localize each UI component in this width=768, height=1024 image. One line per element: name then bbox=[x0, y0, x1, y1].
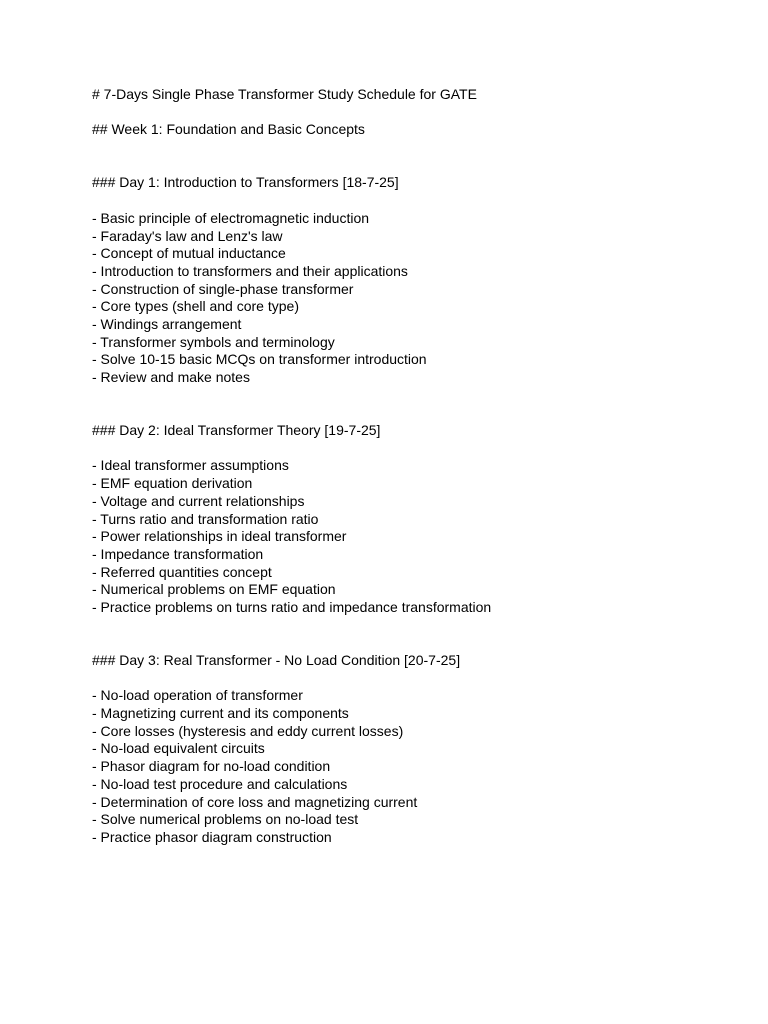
list-item: - Power relationships in ideal transformer bbox=[92, 528, 347, 545]
day-1-section bbox=[92, 174, 732, 386]
list-item: - Solve numerical problems on no-load test bbox=[92, 811, 359, 828]
spacer bbox=[92, 670, 732, 688]
list-item: - Windings arrangement bbox=[92, 315, 242, 332]
list-item: - Introduction to transformers and their applications bbox=[92, 262, 408, 279]
document-content bbox=[92, 86, 732, 847]
day-3-section bbox=[92, 652, 732, 847]
day-1-topic-list bbox=[92, 210, 732, 387]
list-item: - No-load test procedure and calculations bbox=[92, 775, 348, 792]
day-1-heading: ### Day 1: Introduction to Transformers [18-7-25] bbox=[92, 174, 399, 191]
list-item: - Ideal transformer assumptions bbox=[92, 457, 289, 474]
list-item: - Numerical problems on EMF equation bbox=[92, 581, 336, 598]
day-2-topic-list bbox=[92, 457, 732, 616]
list-item: - Basic principle of electromagnetic induction bbox=[92, 209, 370, 226]
list-item: - Faraday's law and Lenz's law bbox=[92, 227, 283, 244]
list-item: - Solve 10-15 basic MCQs on transformer introduction bbox=[92, 351, 427, 368]
list-item: - Review and make notes bbox=[92, 369, 250, 386]
list-item: - Construction of single-phase transformer bbox=[92, 280, 354, 297]
list-item: - EMF equation derivation bbox=[92, 475, 253, 492]
day-3-heading: ### Day 3: Real Transformer - No Load Condition [20-7-25] bbox=[92, 652, 461, 669]
spacer bbox=[92, 440, 732, 458]
list-item: - Practice phasor diagram construction bbox=[92, 828, 332, 845]
list-item: - No-load equivalent circuits bbox=[92, 740, 265, 757]
list-item: - Core types (shell and core type) bbox=[92, 298, 299, 315]
list-item: - Referred quantities concept bbox=[92, 563, 272, 580]
spacer bbox=[92, 104, 732, 122]
list-item: - Phasor diagram for no-load condition bbox=[92, 758, 331, 775]
day-3-topic-list bbox=[92, 687, 732, 846]
list-item: - No-load operation of transformer bbox=[92, 687, 303, 704]
document-title: # 7-Days Single Phase Transformer Study Schedule for GATE bbox=[92, 86, 477, 102]
list-item: - Determination of core loss and magnetizing current bbox=[92, 793, 418, 810]
list-item: - Practice problems on turns ratio and impedance transformation bbox=[92, 598, 492, 615]
day-2-heading: ### Day 2: Ideal Transformer Theory [19-7-25] bbox=[92, 422, 381, 439]
spacer bbox=[92, 192, 732, 210]
week-heading: ## Week 1: Foundation and Basic Concepts bbox=[92, 121, 365, 138]
list-item: - Core losses (hysteresis and eddy current losses) bbox=[92, 722, 404, 739]
spacer bbox=[92, 617, 732, 652]
list-item: - Turns ratio and transformation ratio bbox=[92, 510, 319, 527]
list-item: - Voltage and current relationships bbox=[92, 492, 305, 509]
spacer bbox=[92, 139, 732, 174]
list-item: - Magnetizing current and its components bbox=[92, 705, 349, 722]
list-item: - Transformer symbols and terminology bbox=[92, 333, 335, 350]
day-2-section bbox=[92, 422, 732, 617]
spacer bbox=[92, 387, 732, 422]
list-item: - Concept of mutual inductance bbox=[92, 245, 286, 262]
list-item: - Impedance transformation bbox=[92, 545, 264, 562]
